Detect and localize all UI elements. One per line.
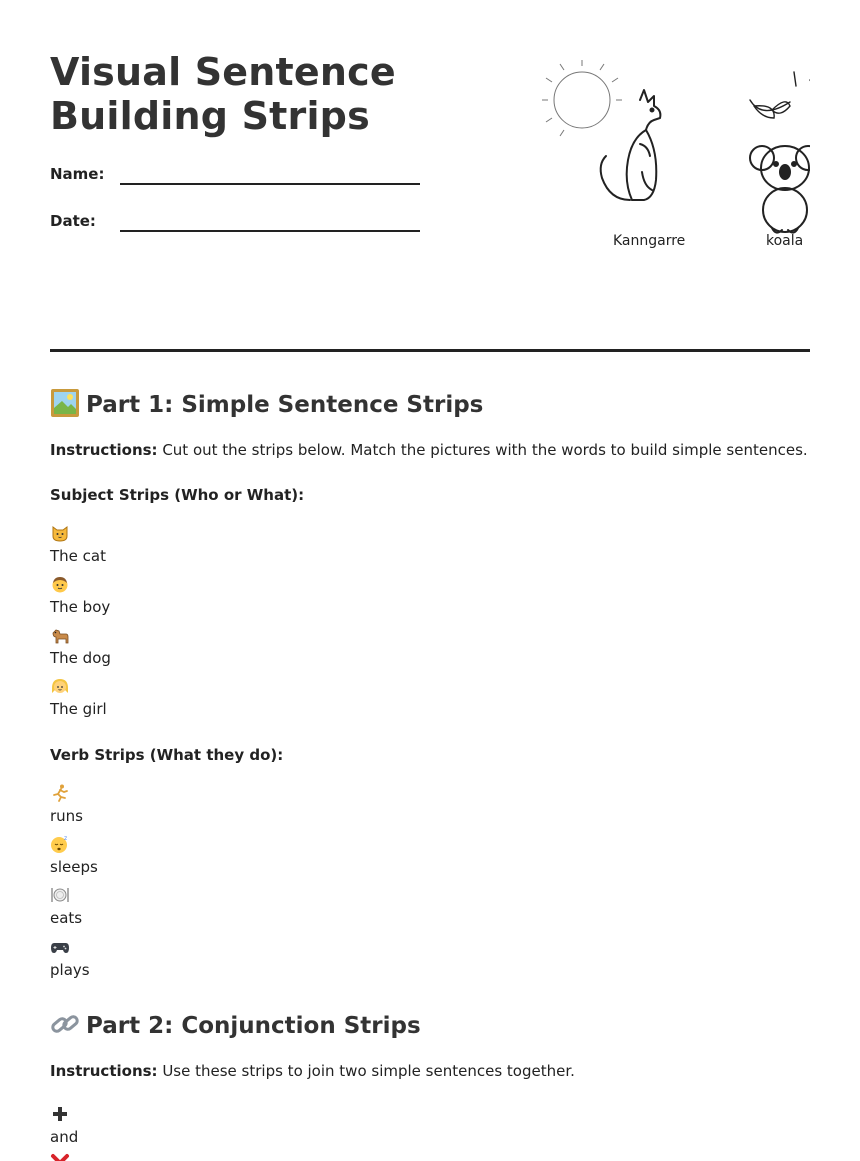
framed-picture-icon [50,388,80,418]
subject-word: The cat [50,547,106,565]
worksheet-title [50,50,470,138]
name-line[interactable] [120,183,420,185]
part2-instructions [50,1061,575,1081]
running-person-icon [50,783,70,803]
sun-icon [542,60,622,136]
subject-strip-cat[interactable] [50,523,350,571]
kangaroo-koala-icon [540,60,810,260]
verb-word: plays [50,961,90,979]
subject-strip-girl[interactable] [50,676,350,724]
part2-instructions-label: Instructions: [50,1062,158,1080]
date-field [50,212,420,242]
conjunction-strip-next[interactable] [50,1153,350,1161]
leaves-icon [750,72,810,118]
verb-strip-runs[interactable] [50,783,350,831]
conjunction-word: and [50,1128,79,1146]
part2-heading [50,1009,421,1041]
date-line[interactable] [120,230,420,232]
link-icon [50,1009,80,1039]
part1-instructions-text: Cut out the strips below. Match the pictures with the words to build simple sentences. [157,441,808,459]
kangaroo-caption: Kanngarre [613,233,686,249]
koala-icon [750,146,810,233]
part1-instructions [50,440,808,460]
plus-icon [50,1104,70,1124]
dog-icon [50,625,70,645]
part1-heading [50,388,483,420]
subject-strip-boy[interactable] [50,574,350,622]
name-label: Name: [50,165,105,183]
worksheet-header [50,50,810,350]
svg-text:z: z [64,835,68,842]
verb-strip-sleeps[interactable] [50,834,350,882]
part2-heading-text: Part 2: Conjunction Strips [86,1013,421,1039]
girl-face-icon [50,676,70,696]
header-divider [50,349,810,352]
subject-word: The boy [50,598,111,616]
subjects-heading: Subject Strips (Who or What): [50,486,305,504]
verb-word: sleeps [50,858,98,876]
cat-face-icon [50,523,70,543]
sleeping-face-icon [50,834,70,854]
subject-word: The girl [50,700,107,718]
subject-word: The dog [50,649,111,667]
verb-strip-plays[interactable] [50,937,350,985]
subject-strip-dog[interactable] [50,625,350,673]
boy-face-icon [50,574,70,594]
verb-word: runs [50,807,83,825]
date-label: Date: [50,212,96,230]
name-field [50,165,420,195]
cross-mark-icon [50,1153,70,1161]
title-line-2: Building Strips [50,94,370,138]
part1-instructions-label: Instructions: [50,441,158,459]
koala-caption: koala [766,233,804,249]
verb-strip-eats[interactable] [50,885,350,933]
plate-cutlery-icon [50,885,70,905]
game-controller-icon [50,937,70,957]
verbs-heading: Verb Strips (What they do): [50,746,284,764]
part2-instructions-text: Use these strips to join two simple sentences together. [157,1062,575,1080]
animal-illustration [540,60,810,260]
conjunction-strip-and[interactable] [50,1104,350,1152]
title-line-1: Visual Sentence [50,50,396,94]
part1-heading-text: Part 1: Simple Sentence Strips [86,392,484,418]
verb-word: eats [50,909,83,927]
